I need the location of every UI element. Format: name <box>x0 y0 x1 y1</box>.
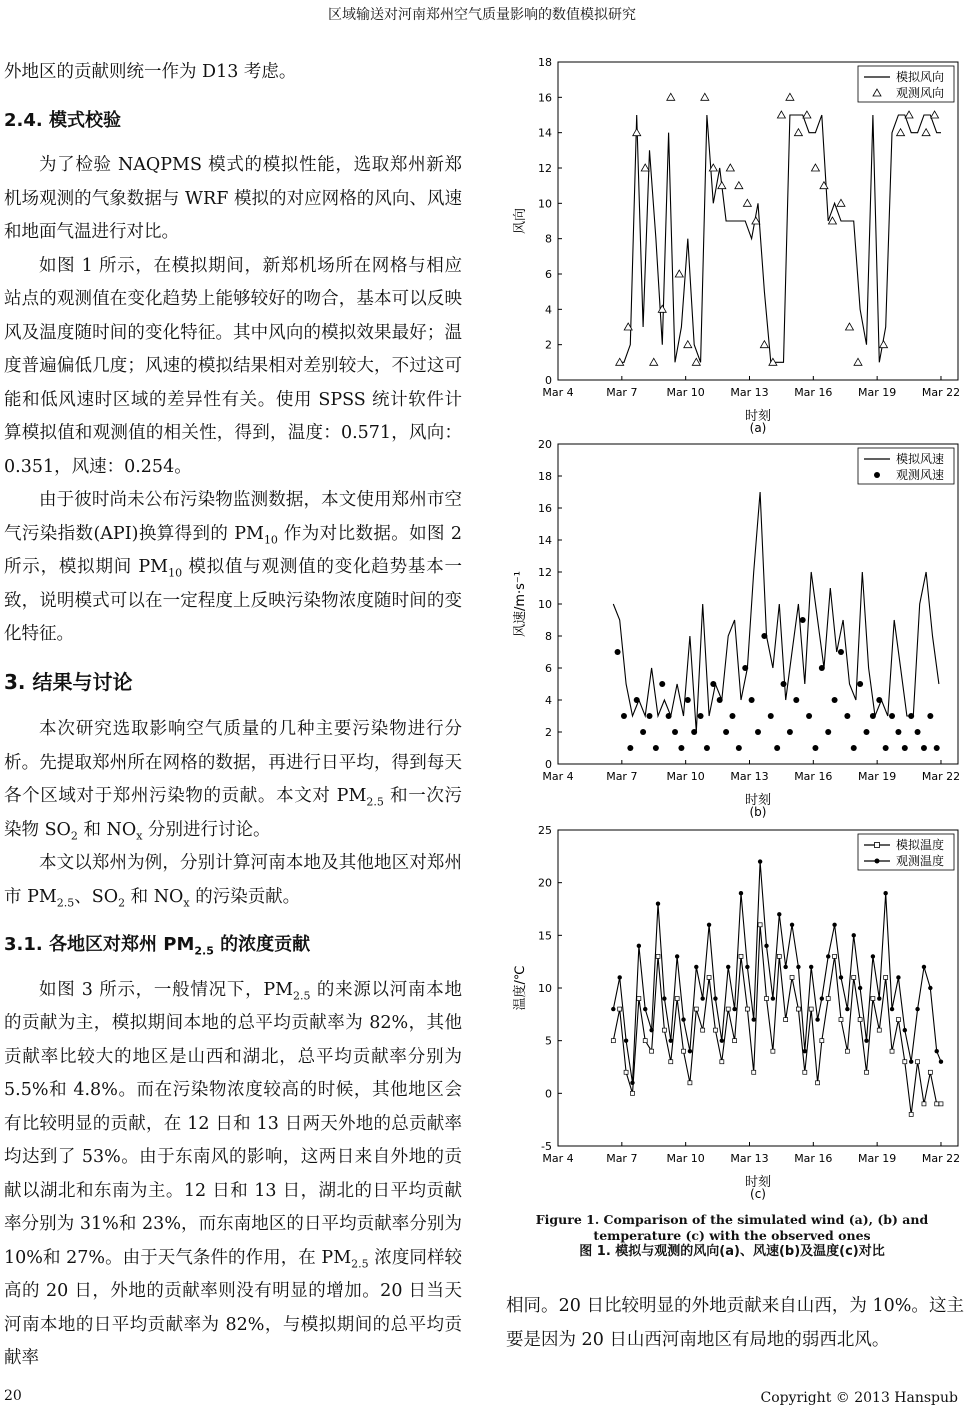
data-point <box>682 1049 686 1053</box>
data-point <box>871 997 875 1001</box>
data-point <box>726 965 730 969</box>
data-point <box>669 1038 673 1042</box>
data-point <box>630 1091 634 1095</box>
data-point <box>745 1007 749 1011</box>
paragraph: 如图 1 所示，在模拟期间，新郑机场所在网格与相应站点的观测值在变化趋势上能够较好的吻合，基本可以反映风及温度随时间的变化特征。其中风向的模拟效果最好；温度普遍偏低几度；风速的模拟结果相对差别较大，不过这可能和低风速时区域的差异性有关。使用 SPSS 统计软件计算模拟值和观测值的相关性，得到，温度：0.571，风向：0.351，风速：0.254。 <box>4 255 462 477</box>
data-point <box>915 1007 919 1011</box>
data-point <box>618 975 622 979</box>
x-tick-label: Mar 22 <box>921 1152 961 1165</box>
x-tick-label: Mar 4 <box>542 1152 574 1165</box>
data-point <box>752 1017 756 1021</box>
data-point <box>826 997 830 1001</box>
data-point <box>694 965 698 969</box>
y-tick-label: 5 <box>545 1034 552 1048</box>
data-point <box>643 1039 647 1043</box>
y-tick-label: 2 <box>545 726 552 739</box>
data-point <box>637 997 641 1001</box>
section-heading-3-1: 3.1. 各地区对郑州 $PM_{2.5}$ 的浓度贡献 <box>4 934 311 958</box>
paragraph: 本文以郑州为例，分别计算河南本地及其他地区对郑州市 $PM_{2.5}$、$SO_2$ 和 $NO_x$ 的污染贡献。 <box>4 853 462 909</box>
data-point <box>921 745 927 751</box>
data-point <box>883 745 889 751</box>
data-point <box>758 859 762 863</box>
y-tick-label: -5 <box>541 1140 552 1153</box>
x-tick-label: Mar 7 <box>606 386 638 399</box>
legend-marker <box>875 859 880 864</box>
x-tick-label: Mar 7 <box>606 1152 638 1165</box>
data-point <box>633 129 641 136</box>
y-tick-label: 12 <box>538 566 552 579</box>
data-point <box>819 665 825 671</box>
data-point <box>877 1028 881 1032</box>
data-point <box>935 1102 939 1106</box>
data-point <box>736 745 742 751</box>
data-point <box>666 713 672 719</box>
data-point <box>701 1028 705 1032</box>
data-point <box>630 1081 634 1085</box>
data-point <box>713 996 717 1000</box>
y-axis-label: 风向 <box>513 207 528 235</box>
y-tick-label: 0 <box>545 1087 552 1101</box>
data-point <box>675 997 679 1001</box>
data-point <box>688 1081 692 1085</box>
caption-chinese: 图 1. 模拟与观测的风向(a)、风速(b)及温度(c)对比 <box>579 1244 885 1259</box>
paragraph: 如图 3 所示，一般情况下，$PM_{2.5}$ 的来源以河南本地的贡献为主，模拟期间本地的总平均贡献率为 82%，其他贡献率比较大的地区是山西和湖北，总平均贡献率分别为 5.5%和 4.8%。而在污染物浓度较高的时候，其他地区会有比较明显的贡献，在 12 日和 13 日两天外地的总贡献率均达到了 53%。由于东南风的影响，这两日来自外地的贡献以湖北和东南为主。12 日和 13 日，湖北的日平均贡献率分别为 31%和 23%，而东南地区的日平均贡献率分别为 10%和 27%。由于天气条件的作用，在 $PM_{2.5}$ 浓度同样较高的 20 日，外地的贡献率则没有明显的增加。20 日当天河南本地的日平均贡献率为 82%，与模拟期间的总平均贡献率 <box>4 979 463 1368</box>
data-point <box>718 182 726 189</box>
series-line <box>613 925 941 1115</box>
data-point <box>659 681 665 687</box>
data-point <box>905 111 913 118</box>
data-point <box>684 341 692 348</box>
data-point <box>883 891 887 895</box>
y-axis-label: 温度/℃ <box>513 965 528 1011</box>
data-point <box>833 954 837 958</box>
x-tick-label: Mar 10 <box>666 1152 705 1165</box>
data-point <box>865 1070 869 1074</box>
data-point <box>832 697 838 703</box>
data-point <box>704 745 710 751</box>
data-point <box>803 1070 807 1074</box>
data-point <box>743 199 751 206</box>
y-tick-label: 20 <box>538 440 552 451</box>
x-tick-label: Mar 10 <box>666 770 705 783</box>
data-point <box>774 745 780 751</box>
data-point <box>765 997 769 1001</box>
data-point <box>864 1038 868 1042</box>
x-tick-label: Mar 16 <box>794 1152 833 1165</box>
data-point <box>637 944 641 948</box>
data-point <box>858 986 862 990</box>
data-point <box>707 975 711 979</box>
data-point <box>803 111 811 118</box>
data-point <box>922 1102 926 1106</box>
y-tick-label: 10 <box>538 598 552 611</box>
data-point <box>681 1017 685 1021</box>
data-point <box>784 1018 788 1022</box>
data-point <box>707 923 711 927</box>
data-point <box>838 649 844 655</box>
data-point <box>832 923 836 927</box>
data-point <box>752 1070 756 1074</box>
y-tick-label: 4 <box>545 303 552 317</box>
data-point <box>806 713 812 719</box>
section-heading-3: 3. 结果与讨论 <box>4 669 133 694</box>
data-point <box>844 713 850 719</box>
y-tick-label: 0 <box>545 758 552 771</box>
data-point <box>713 1028 717 1032</box>
data-point <box>688 1049 692 1053</box>
y-tick-label: 18 <box>538 470 552 483</box>
data-point <box>897 129 905 136</box>
data-point <box>928 986 932 990</box>
data-point <box>877 996 881 1000</box>
data-point <box>726 164 734 171</box>
data-point <box>857 681 863 687</box>
data-point <box>790 975 794 979</box>
data-point <box>939 1060 943 1064</box>
data-point <box>685 697 691 703</box>
page-number: 20 <box>4 1388 22 1404</box>
legend-label: 观测温度 <box>896 854 945 868</box>
data-point <box>908 713 914 719</box>
data-point <box>811 164 819 171</box>
data-point <box>735 182 743 189</box>
series-line <box>618 115 941 362</box>
data-point <box>903 1028 907 1032</box>
paragraph: 本次研究选取影响空气质量的几种主要污染物进行分析。先提取郑州所在网格的数据，再进行日平均，得到每天各个区域对于郑州污染物的贡献。本文对 $PM_{2.5}$ 和一次污染物 $SO_2$ 和 $NO_x$ 分别进行讨论。 <box>4 719 462 842</box>
x-tick-label: Mar 13 <box>730 1152 769 1165</box>
data-point <box>662 996 666 1000</box>
data-point <box>903 1060 907 1064</box>
legend-label: 模拟风向 <box>896 70 945 84</box>
data-point <box>760 341 768 348</box>
legend-label: 观测风向 <box>896 86 945 100</box>
data-point <box>909 1112 913 1116</box>
x-tick-label: Mar 22 <box>921 386 961 399</box>
data-point <box>698 713 704 719</box>
caption-english: Figure 1. Comparison of the simulated wind (a), (b) and temperature (c) with the observed ones <box>535 1212 929 1243</box>
data-point <box>720 1038 724 1042</box>
data-point <box>768 713 774 719</box>
data-point <box>611 1007 615 1011</box>
data-point <box>691 729 697 735</box>
x-tick-label: Mar 19 <box>858 386 897 399</box>
data-point <box>781 681 787 687</box>
data-point <box>796 965 800 969</box>
legend-label: 模拟风速 <box>896 452 945 466</box>
data-point <box>650 1049 654 1053</box>
data-point <box>820 996 824 1000</box>
x-tick-label: Mar 16 <box>794 770 833 783</box>
data-point <box>809 1007 813 1011</box>
x-tick-label: Mar 19 <box>858 1152 897 1165</box>
left-column <box>4 56 462 1376</box>
panel-label: (c) <box>750 1187 766 1200</box>
data-point <box>729 713 735 719</box>
data-point <box>672 729 678 735</box>
data-point <box>624 1070 628 1074</box>
data-point <box>786 93 794 100</box>
data-point <box>777 912 781 916</box>
y-tick-label: 25 <box>538 826 552 837</box>
data-point <box>745 965 749 969</box>
data-point <box>615 649 621 655</box>
data-point <box>837 199 845 206</box>
data-point <box>777 111 785 118</box>
figure-caption <box>500 1212 964 1260</box>
data-point <box>643 1007 647 1011</box>
temperature-chart <box>506 826 964 1200</box>
data-point <box>742 665 748 671</box>
data-point <box>717 697 723 703</box>
y-tick-label: 16 <box>538 91 552 105</box>
data-point <box>783 965 787 969</box>
data-point <box>826 954 830 958</box>
data-point <box>839 1018 843 1022</box>
data-point <box>922 129 930 136</box>
data-point <box>739 954 743 958</box>
data-point <box>871 954 875 958</box>
data-point <box>852 975 856 979</box>
data-point <box>820 1039 824 1043</box>
y-tick-label: 8 <box>545 232 552 246</box>
data-point <box>694 1007 698 1011</box>
paragraph-continuation: 相同。20 日比较明显的外地贡献来自山西，为 10%。这主要是因为 20 日山西河南地区有局地的弱西北风。 <box>506 1296 964 1350</box>
x-axis-label: 时刻 <box>744 793 772 808</box>
data-point <box>854 358 862 365</box>
data-point <box>710 681 716 687</box>
legend-marker <box>875 843 880 848</box>
data-point <box>656 902 660 906</box>
data-point <box>884 975 888 979</box>
data-point <box>653 745 659 751</box>
data-point <box>640 729 646 735</box>
data-point <box>761 633 767 639</box>
data-point <box>723 729 729 735</box>
data-point <box>627 745 633 751</box>
data-point <box>931 111 939 118</box>
data-point <box>928 1070 932 1074</box>
data-point <box>650 358 658 365</box>
paragraph: 为了检验 NAQPMS 模式的模拟性能，选取郑州新郑机场观测的气象数据与 WRF 模拟的对应网格的风向、风速和地面气温进行对比。 <box>4 155 462 242</box>
data-point <box>922 965 926 969</box>
data-point <box>611 1039 615 1043</box>
data-point <box>895 729 901 735</box>
data-point <box>621 713 627 719</box>
y-axis-label: 风速/m·s⁻¹ <box>513 570 528 638</box>
data-point <box>839 975 843 979</box>
data-point <box>749 697 755 703</box>
data-point <box>675 954 679 958</box>
data-point <box>732 1007 736 1011</box>
data-point <box>764 944 768 948</box>
data-point <box>934 745 940 751</box>
data-point <box>812 745 818 751</box>
plot-frame <box>558 444 958 764</box>
data-point <box>701 93 709 100</box>
data-point <box>864 729 870 735</box>
paragraph: 由于彼时尚未公布污染物监测数据，本文使用郑州市空气污染指数(API)换算得到的 $PM_{10}$ 作为对比数据。如图 2 所示，模拟期间 $PM_{10}$ 模拟值与观测值的变化趋势基本一致，说明模式可以在一定程度上反映污染物浓度随时间的变化特征。 <box>4 490 462 644</box>
data-point <box>624 1038 628 1042</box>
data-point <box>916 1060 920 1064</box>
y-tick-label: 6 <box>545 268 552 281</box>
data-point <box>858 1018 862 1022</box>
data-point <box>656 954 660 958</box>
legend-label: 观测风速 <box>896 468 945 482</box>
series-line <box>613 492 939 732</box>
y-tick-label: 6 <box>545 662 552 675</box>
data-point <box>902 745 908 751</box>
legend-label: 模拟温度 <box>896 838 945 852</box>
data-point <box>809 965 813 969</box>
data-point <box>851 745 857 751</box>
data-point <box>896 1018 900 1022</box>
wind-direction-chart <box>506 58 964 434</box>
data-point <box>634 697 640 703</box>
data-point <box>845 1007 849 1011</box>
y-tick-label: 12 <box>538 162 552 175</box>
y-tick-label: 10 <box>538 197 552 211</box>
data-point <box>870 713 876 719</box>
data-point <box>845 1049 849 1053</box>
data-point <box>935 1049 939 1053</box>
x-tick-label: Mar 13 <box>730 770 769 783</box>
y-tick-label: 10 <box>538 982 552 995</box>
y-tick-label: 14 <box>538 126 552 140</box>
data-point <box>758 923 762 927</box>
running-header: 区域输送对河南郑州空气质量影响的数值模拟研究 <box>328 7 636 23</box>
data-point <box>890 1007 894 1011</box>
data-point <box>845 323 853 330</box>
data-point <box>755 729 761 735</box>
y-tick-label: 14 <box>538 534 552 547</box>
data-point <box>927 713 933 719</box>
data-point <box>880 341 888 348</box>
data-point <box>641 164 649 171</box>
data-point <box>796 1007 800 1011</box>
data-point <box>790 923 794 927</box>
data-point <box>771 996 775 1000</box>
data-point <box>815 1017 819 1021</box>
data-point <box>733 1039 737 1043</box>
x-axis-label: 时刻 <box>744 1175 772 1190</box>
x-tick-label: Mar 10 <box>666 386 705 399</box>
legend-marker <box>874 472 880 478</box>
y-tick-label: 16 <box>538 502 552 515</box>
data-point <box>825 729 831 735</box>
data-point <box>678 745 684 751</box>
data-point <box>816 1081 820 1085</box>
data-point <box>876 697 882 703</box>
data-point <box>649 1028 653 1032</box>
data-point <box>726 1007 730 1011</box>
data-point <box>618 1007 622 1011</box>
panel-label: (b) <box>749 805 767 818</box>
data-point <box>890 1049 894 1053</box>
x-tick-label: Mar 4 <box>542 386 574 399</box>
copyright: Copyright © 2013 Hanspub <box>760 1390 958 1406</box>
data-point <box>667 93 675 100</box>
x-tick-label: Mar 16 <box>794 386 833 399</box>
x-axis-label: 时刻 <box>744 409 772 424</box>
panel-label: (a) <box>749 421 767 434</box>
x-tick-label: Mar 7 <box>606 770 638 783</box>
x-tick-label: Mar 19 <box>858 770 897 783</box>
data-point <box>803 1049 807 1053</box>
y-tick-label: 2 <box>545 338 552 352</box>
y-tick-label: 4 <box>545 694 552 707</box>
data-point <box>820 182 828 189</box>
data-point <box>800 617 806 623</box>
data-point <box>771 1049 775 1053</box>
data-point <box>915 729 921 735</box>
data-point <box>909 1060 913 1064</box>
data-point <box>739 891 743 895</box>
paragraph: 外地区的贡献则统一作为 D13 考虑。 <box>4 62 297 82</box>
x-tick-label: Mar 22 <box>921 770 961 783</box>
data-point <box>777 954 781 958</box>
y-tick-label: 20 <box>538 876 552 890</box>
y-tick-label: 15 <box>538 929 552 943</box>
wind-speed-chart <box>506 440 964 818</box>
data-point <box>889 713 895 719</box>
data-point <box>720 1060 724 1064</box>
data-point <box>852 933 856 937</box>
data-point <box>787 729 793 735</box>
y-tick-label: 18 <box>538 58 552 69</box>
y-tick-label: 0 <box>545 374 552 387</box>
data-point <box>662 1028 666 1032</box>
data-point <box>646 713 652 719</box>
x-tick-label: Mar 13 <box>730 386 769 399</box>
x-tick-label: Mar 4 <box>542 770 574 783</box>
data-point <box>793 697 799 703</box>
data-point <box>675 270 683 277</box>
data-point <box>939 1102 943 1106</box>
data-point <box>700 996 704 1000</box>
y-tick-label: 8 <box>545 630 552 643</box>
data-point <box>794 129 802 136</box>
data-point <box>896 975 900 979</box>
section-heading-2-4: 2.4. 模式校验 <box>4 109 121 131</box>
data-point <box>669 1060 673 1064</box>
